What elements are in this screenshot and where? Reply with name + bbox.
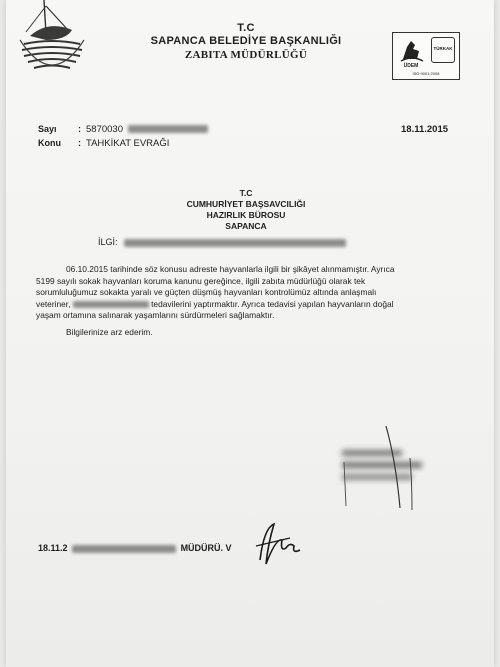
certification-logos <box>392 32 460 80</box>
ilgi-row <box>98 237 346 247</box>
udem-horse-icon <box>399 37 425 63</box>
body-line: 06.10.2015 tarihinde söz konusu adreste hayvanlarla ilgili bir şikâyet alınmamıştır. Ayrıca <box>66 264 395 274</box>
footer-row <box>38 543 232 553</box>
header-municipality: SAPANCA BELEDİYE BAŞKANLIĞI <box>150 35 342 47</box>
body-line-redacted <box>36 299 442 311</box>
header-tc: T.C <box>237 22 255 34</box>
recipient-city: SAPANCA <box>225 221 267 231</box>
body-paragraph <box>36 264 442 322</box>
sayi-separator: : <box>78 124 81 134</box>
konu-separator: : <box>78 138 81 148</box>
redacted-block <box>73 301 149 308</box>
sayi-value: 5870030 <box>86 124 123 135</box>
recipient-bureau: HAZIRLIK BÜROSU <box>206 210 286 220</box>
body-fragment: veteriner, <box>36 298 71 309</box>
footer-date: 18.11.2 <box>38 543 68 553</box>
body-line: 5199 sayılı sokak hayvanları koruma kanunu gereğince, ilgili zabıta müdürlüğü olarak tek <box>36 275 366 286</box>
ilgi-label: İLGİ: <box>98 237 118 247</box>
closing-line: Bilgilerinize arz ederim. <box>66 327 153 337</box>
sayi-value-row <box>86 124 208 135</box>
iso-label: ISO 9001:2008 <box>412 71 440 76</box>
redacted-block <box>128 125 208 133</box>
udem-label: ÜDEM <box>403 63 419 69</box>
turkak-label: TÜRKAK <box>433 46 453 51</box>
redacted-block <box>124 239 346 247</box>
body-fragment: tedavilerini yaptırmaktır. Ayrıca tedavisi yapılan hayvanların doğal <box>151 298 394 309</box>
konu-label: Konu <box>38 138 61 148</box>
footer-role: MÜDÜRÜ. V <box>180 543 232 553</box>
signature-icon <box>250 520 310 568</box>
document-page <box>6 0 494 667</box>
handwritten-mark-icon <box>326 422 436 522</box>
municipality-logo <box>16 0 88 80</box>
recipient-office: CUMHURİYET BAŞSAVCILIĞI <box>186 199 306 209</box>
header-department: ZABITA MÜDÜRLÜĞÜ <box>184 49 308 61</box>
document-date: 18.11.2015 <box>401 124 449 135</box>
redacted-block <box>72 545 176 553</box>
turkak-badge <box>431 37 455 63</box>
konu-value: TAHKİKAT EVRAĞI <box>86 138 170 149</box>
recipient-tc: T.C <box>239 188 253 198</box>
body-line: sorumluluğumuz sokakta yaralı ve güçten düşmüş hayvanları kontrolümüz altında anlaşmalı <box>36 287 377 297</box>
sayi-label: Sayı <box>38 124 57 134</box>
body-line: yaşam ortamına salınarak yaşamlarını sürdürmeleri sağlamaktır. <box>36 310 275 320</box>
